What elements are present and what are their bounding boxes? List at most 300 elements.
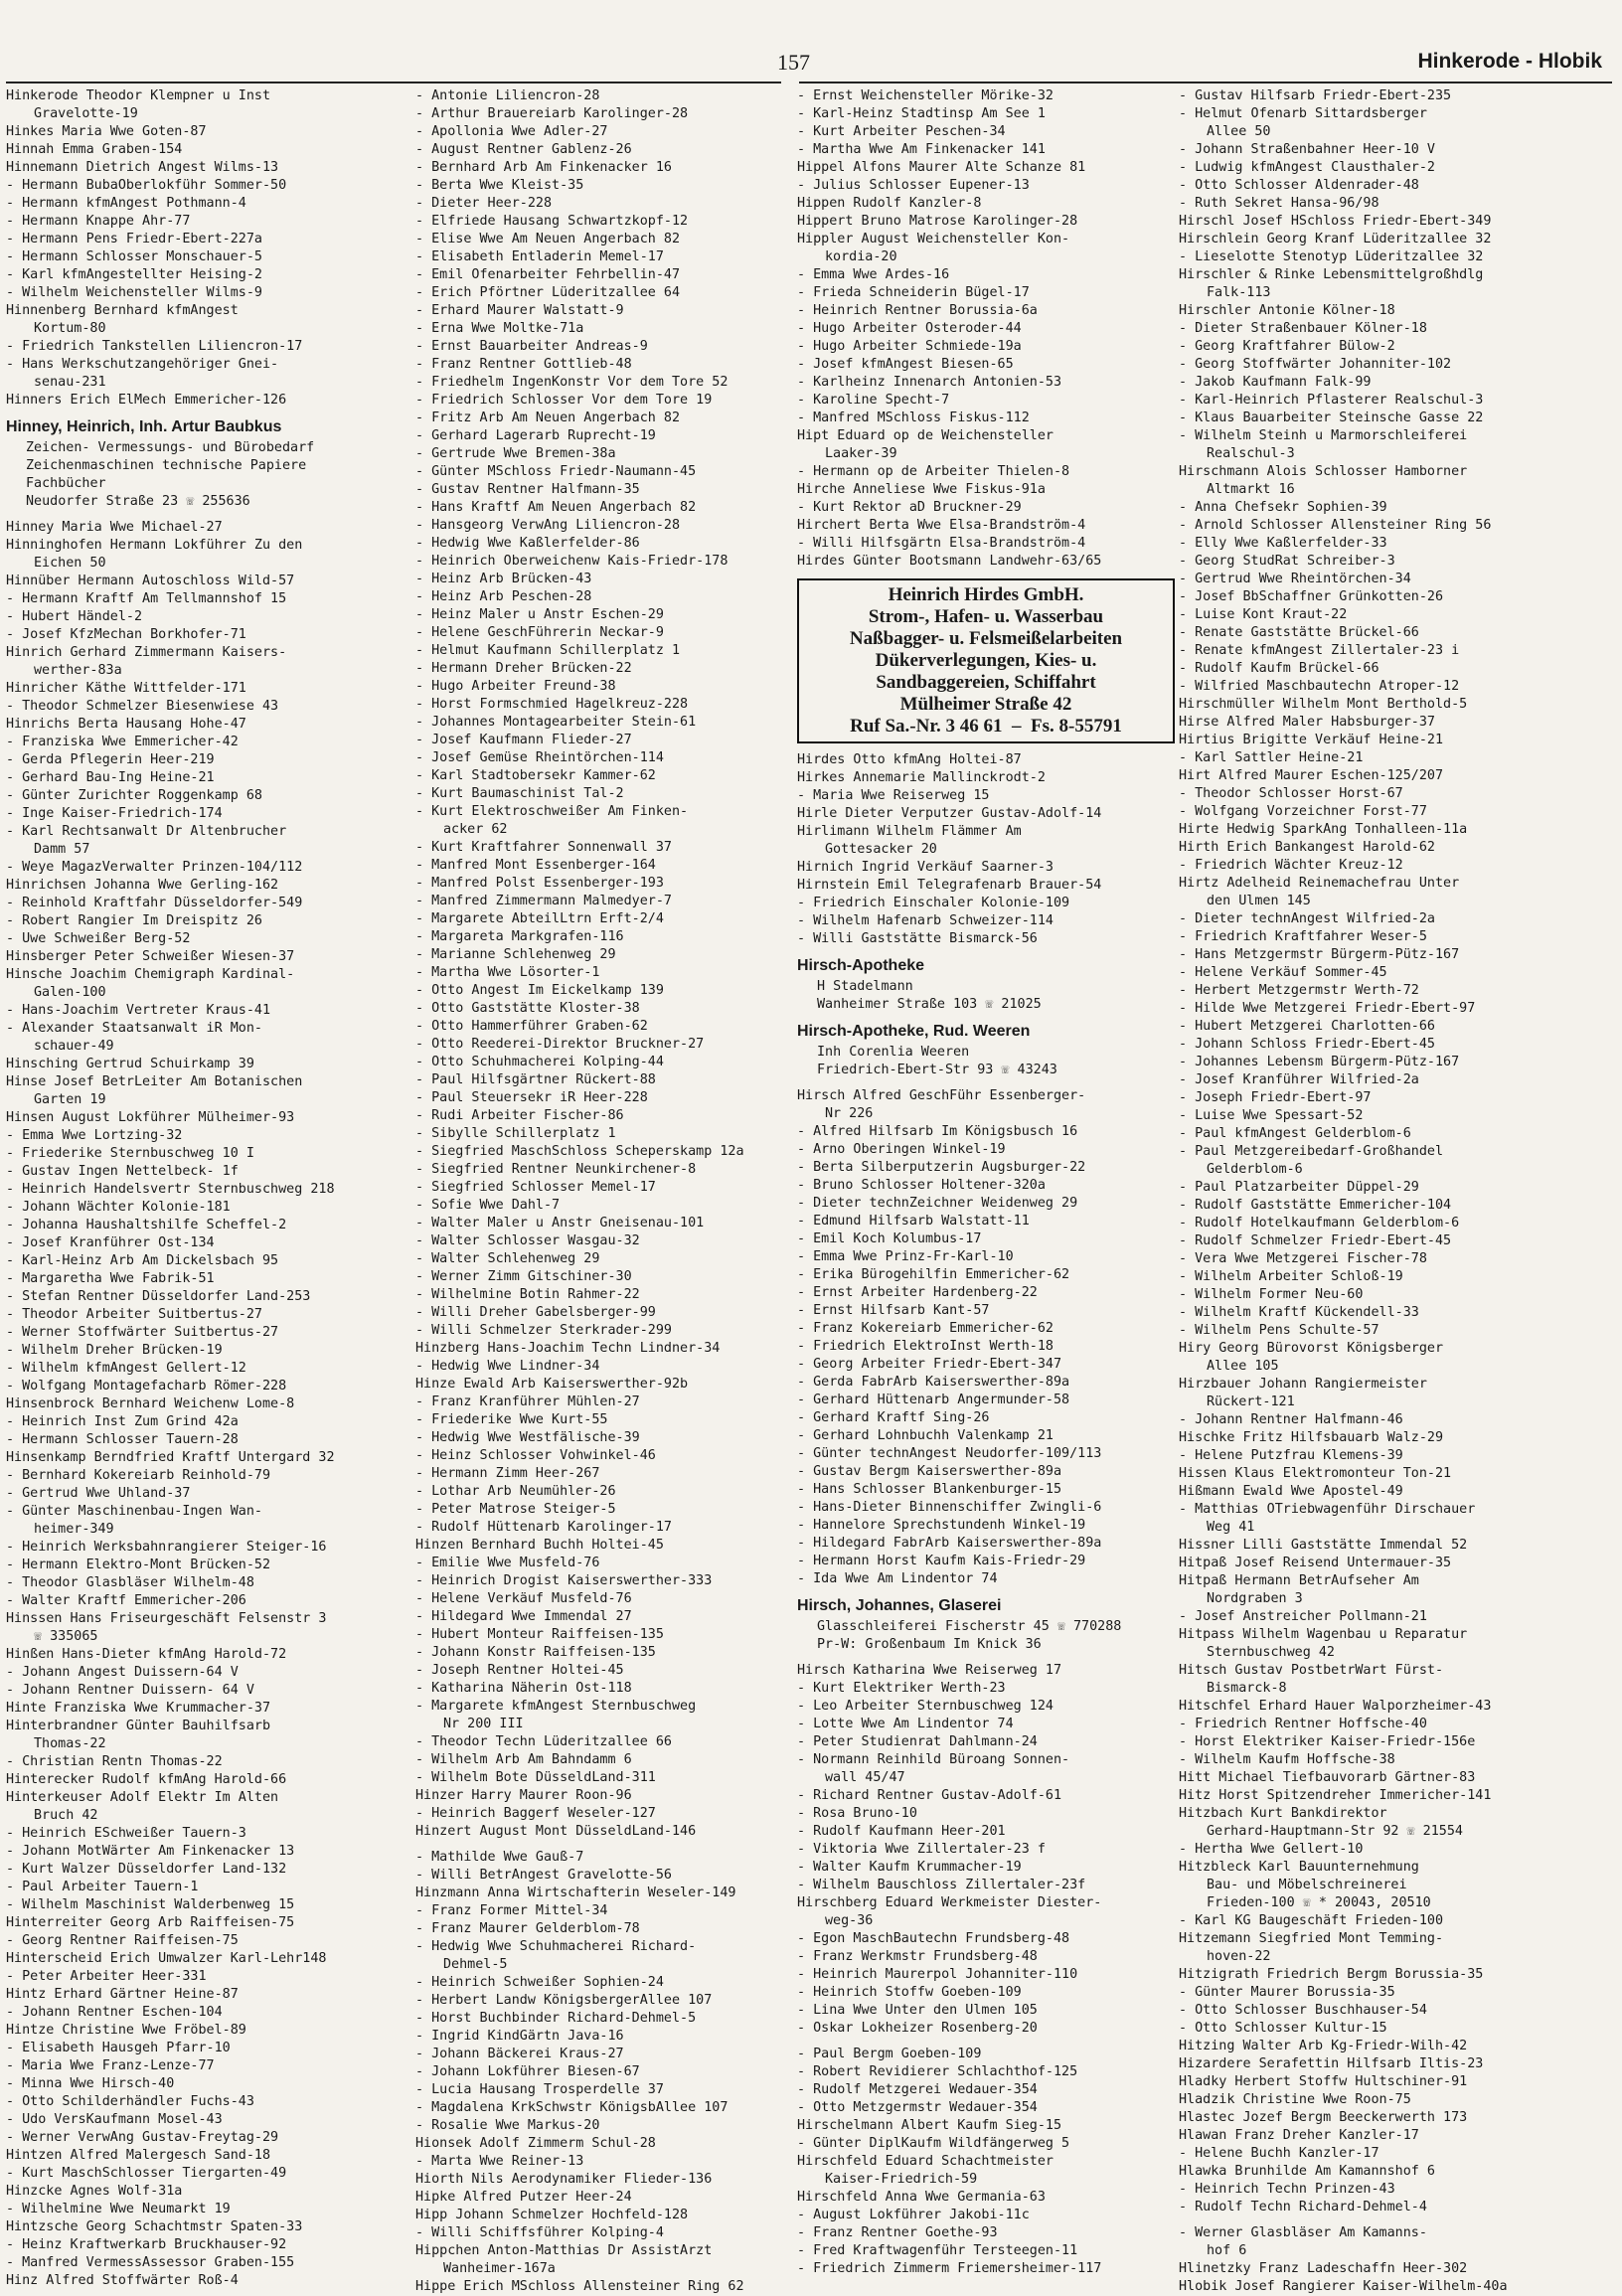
directory-entry: - Arno Oberingen Winkel-19 — [797, 1142, 1006, 1157]
directory-entry: - Marianne Schlehenweg 29 — [415, 947, 616, 962]
directory-entry: - Lothar Arb Neumühler-26 — [415, 1484, 616, 1499]
directory-entry: - Peter Matrose Steiger-5 — [415, 1502, 616, 1517]
directory-entry: Hinzberg Hans-Joachim Techn Lindner-34 — [415, 1341, 721, 1356]
directory-entry: - Hedwig Wwe Lindner-34 — [415, 1359, 600, 1374]
directory-entry: Hladzik Christine Wwe Roon-75 — [1179, 2092, 1411, 2107]
directory-entry: hof 6 — [1207, 2243, 1247, 2258]
directory-entry: Hirtius Brigitte Verkäuf Heine-21 — [1179, 733, 1444, 747]
directory-entry: - Ernst Weichensteller Mörike-32 — [797, 88, 1054, 103]
directory-entry: Gelderblom-6 — [1207, 1162, 1303, 1177]
directory-entry: - Gerda FabrArb Kaiserswerther-89a — [797, 1375, 1070, 1390]
business-heading: Hinney, Heinrich, Inh. Artur Baubkus — [6, 418, 282, 435]
directory-entry: Hinsberger Peter Schweißer Wiesen-37 — [6, 949, 295, 964]
directory-entry: Hinzen Bernhard Buchh Holtei-45 — [415, 1538, 664, 1553]
directory-entry: - Helmut Ofenarb Sittardsberger — [1179, 106, 1427, 121]
directory-entry: - Lina Wwe Unter den Ulmen 105 — [797, 2003, 1038, 2018]
directory-entry: - Heinrich Techn Prinzen-43 — [1179, 2182, 1395, 2197]
entry-list — [415, 87, 805, 2296]
directory-entry: Hitz Horst Spitzendreher Immericher-141 — [1179, 1788, 1492, 1803]
directory-entry: - Friedrich Schlosser Vor dem Tore 19 — [415, 393, 713, 408]
directory-entry: - Paul Platzarbeiter Düppel-29 — [1179, 1180, 1419, 1195]
directory-entry: - Josef KfzMechan Borkhofer-71 — [6, 627, 246, 642]
directory-entry: - Kurt Arbeiter Peschen-34 — [797, 124, 1006, 139]
directory-entry: - Otto Hammerführer Graben-62 — [415, 1019, 648, 1034]
directory-entry: - Apollonia Wwe Adler-27 — [415, 124, 608, 139]
directory-entry: Hizardere Serafettin Hilfsarb Iltis-23 — [1179, 2056, 1484, 2071]
directory-entry: - Herbert Metzgermstr Werth-72 — [1179, 983, 1419, 998]
directory-entry: - Hermann Schlosser Monschauer-5 — [6, 249, 262, 264]
directory-column-2 — [415, 87, 805, 2294]
directory-entry: - Maria Wwe Franz-Lenze-77 — [6, 2058, 215, 2073]
directory-entry: - Johann Schloss Friedr-Ebert-45 — [1179, 1037, 1435, 1052]
directory-entry: Friedrich-Ebert-Str 93 ☏ 43243 — [817, 1063, 1057, 1077]
directory-entry: Wanheimer-167a — [443, 2261, 556, 2276]
directory-entry: Glasschleiferei Fischerstr 45 ☏ 770288 — [817, 1619, 1122, 1634]
directory-entry: Hinsching Gertrud Schuirkamp 39 — [6, 1057, 254, 1071]
header-rule-left — [6, 82, 781, 83]
directory-entry: - Elisabeth Entladerin Memel-17 — [415, 249, 664, 264]
page-number: 157 — [777, 50, 810, 75]
directory-entry: - Margareta Markgrafen-116 — [415, 929, 624, 944]
directory-entry: Hinkerode Theodor Klempner u Inst — [6, 88, 271, 103]
directory-entry: - Karl-Heinrich Pflasterer Realschul-3 — [1179, 393, 1484, 408]
directory-entry: - Horst Elektriker Kaiser-Friedr-156e — [1179, 1734, 1476, 1749]
directory-entry: Hintzsche Georg Schachtmstr Spaten-33 — [6, 2219, 303, 2234]
directory-entry: - Walter Schlehenweg 29 — [415, 1251, 600, 1266]
directory-entry: Zeichen- Vermessungs- und Bürobedarf — [26, 440, 315, 455]
directory-entry: Hippler August Weichensteller Kon- — [797, 232, 1070, 246]
directory-entry: Hinzcke Agnes Wolf-31a — [6, 2184, 183, 2199]
directory-entry: - Inge Kaiser-Friedrich-174 — [6, 806, 223, 821]
directory-entry: schauer-49 — [34, 1039, 114, 1054]
directory-entry: - Otto Schlosser Buschhauser-54 — [1179, 2003, 1427, 2018]
directory-entry: - Oskar Lokheizer Rosenberg-20 — [797, 2021, 1038, 2036]
directory-entry: Hintzen Alfred Malergesch Sand-18 — [6, 2148, 271, 2163]
directory-entry: - Karl-Heinz Arb Am Dickelsbach 95 — [6, 1253, 279, 1268]
directory-entry: - Normann Reinhild Büroang Sonnen- — [797, 1752, 1070, 1767]
directory-entry: - Walter Schlosser Wasgau-32 — [415, 1233, 640, 1248]
directory-entry: - Marta Wwe Reiner-13 — [415, 2154, 584, 2169]
directory-entry: senau-231 — [34, 375, 106, 390]
directory-entry: - Georg StudRat Schreiber-3 — [1179, 554, 1395, 569]
directory-entry: hoven-22 — [1207, 1949, 1271, 1964]
directory-entry: Hinz Alfred Stoffwärter Roß-4 — [6, 2273, 239, 2288]
directory-entry: - Siegfried MaschSchloss Scheperskamp 12a — [415, 1144, 744, 1159]
directory-entry: - Otto Schlosser Kultur-15 — [1179, 2021, 1387, 2036]
directory-entry: - Wilhelm Dreher Brücken-19 — [6, 1343, 223, 1358]
directory-entry: - Johann Wächter Kolonie-181 — [6, 1200, 231, 1215]
directory-entry: Allee 105 — [1207, 1359, 1279, 1374]
directory-entry: Hinsche Joachim Chemigraph Kardinal- — [6, 967, 295, 982]
directory-entry: - Alexander Staatsanwalt iR Mon- — [6, 1021, 262, 1036]
directory-entry: Hirsch Katharina Wwe Reiserweg 17 — [797, 1663, 1062, 1678]
directory-entry: Hitzigrath Friedrich Bergm Borussia-35 — [1179, 1967, 1484, 1982]
directory-entry: Nordgraben 3 — [1207, 1591, 1303, 1606]
directory-entry: Hinterecker Rudolf kfmAng Harold-66 — [6, 1772, 287, 1787]
directory-entry: - Vera Wwe Metzgerei Fischer-78 — [1179, 1251, 1427, 1266]
directory-entry: - Stefan Rentner Düsseldorfer Land-253 — [6, 1289, 311, 1304]
directory-entry: - Rosalie Wwe Markus-20 — [415, 2118, 600, 2133]
directory-entry: - Gustav Rentner Halfmann-35 — [415, 482, 640, 497]
directory-entry: - Hermann Pens Friedr-Ebert-227a — [6, 232, 262, 246]
directory-entry: - Hedwig Wwe Kaßlerfelder-86 — [415, 536, 640, 551]
directory-entry: Hirschelmann Albert Kaufm Sieg-15 — [797, 2118, 1062, 2133]
directory-entry: Hinzert August Mont DüsseldLand-146 — [415, 1824, 697, 1839]
directory-entry: - Ruth Sekret Hansa-96/98 — [1179, 196, 1379, 211]
directory-entry: - Emilie Wwe Musfeld-76 — [415, 1556, 600, 1570]
directory-entry: - Johann Rentner Halfmann-46 — [1179, 1412, 1403, 1427]
directory-entry: Zeichenmaschinen technische Papiere — [26, 458, 307, 473]
directory-entry: - Theodor Schmelzer Biesenwiese 43 — [6, 699, 279, 714]
directory-entry: - Erhard Maurer Walstatt-9 — [415, 303, 624, 318]
directory-entry: - Hans Metzgermstr Bürgerm-Pütz-167 — [1179, 947, 1460, 962]
directory-entry: - Hans Werkschutzangehöriger Gnei- — [6, 357, 279, 372]
directory-entry: - Helene Putzfrau Klemens-39 — [1179, 1448, 1403, 1463]
directory-entry: Hirle Dieter Verputzer Gustav-Adolf-14 — [797, 806, 1102, 821]
directory-entry: - Luise Kont Kraut-22 — [1179, 607, 1348, 622]
directory-entry: - Hugo Arbeiter Freund-38 — [415, 679, 616, 694]
directory-entry: - Manfred Mont Essenberger-164 — [415, 858, 656, 873]
directory-entry: - Walter Kraftf Emmericher-206 — [6, 1593, 246, 1608]
directory-entry: - Bernhard Arb Am Finkenacker 16 — [415, 160, 672, 175]
directory-entry: Frieden-100 ☏ * 20043, 20510 — [1207, 1895, 1431, 1910]
directory-entry: - Johanna Haushaltshilfe Scheffel-2 — [6, 1218, 287, 1232]
directory-entry: Hinrichs Berta Hausang Hohe-47 — [6, 717, 246, 732]
directory-entry: - Gerhard Lagerarb Ruprecht-19 — [415, 428, 656, 443]
spacer — [797, 2038, 1187, 2046]
directory-entry: - Hermann BubaOberlokführ Sommer-50 — [6, 178, 287, 193]
directory-entry: acker 62 — [443, 822, 508, 837]
directory-entry: Hippert Bruno Matrose Karolinger-28 — [797, 214, 1078, 229]
directory-entry: - Margarete AbteilLtrn Erft-2/4 — [415, 911, 664, 926]
directory-entry: - Heinrich Handelsvertr Sternbuschweg 218 — [6, 1182, 335, 1197]
directory-entry: - Günter technAngest Neudorfer-109/113 — [797, 1446, 1102, 1461]
directory-entry: Hirsch Alfred GeschFühr Essenberger- — [797, 1088, 1086, 1103]
directory-entry: - Wilfried Maschbautechn Atroper-12 — [1179, 679, 1460, 694]
directory-entry: - Dieter Heer-228 — [415, 196, 553, 211]
directory-entry: - Günter Zurichter Roggenkamp 68 — [6, 788, 262, 803]
directory-entry: Hinrichsen Johanna Wwe Gerling-162 — [6, 878, 279, 893]
directory-entry: - Elfriede Hausang Schwartzkopf-12 — [415, 214, 689, 229]
directory-entry: Hinse Josef BetrLeiter Am Botanischen — [6, 1074, 303, 1089]
directory-entry: - Udo VersKaufmann Mosel-43 — [6, 2112, 223, 2127]
directory-entry: - Martha Wwe Am Finkenacker 141 — [797, 142, 1046, 157]
directory-entry: - Bruno Schlosser Holtener-320a — [797, 1178, 1046, 1193]
directory-entry: - Georg Stoffwärter Johanniter-102 — [1179, 357, 1452, 372]
directory-entry: - Hans-Dieter Binnenschiffer Zwingli-6 — [797, 1500, 1102, 1515]
directory-entry: - Dieter Straßenbauer Kölner-18 — [1179, 321, 1427, 336]
directory-entry: - Heinrich Inst Zum Grind 42a — [6, 1414, 239, 1429]
directory-entry: Hirche Anneliese Wwe Fiskus-91a — [797, 482, 1046, 497]
directory-entry: - Johann Rentner Duissern- 64 V — [6, 1683, 254, 1698]
directory-entry: Sternbuschweg 42 — [1207, 1645, 1335, 1660]
directory-entry: Hipp Johann Schmelzer Hochfeld-128 — [415, 2208, 689, 2222]
directory-entry: Hinzer Harry Maurer Roon-96 — [415, 1788, 632, 1803]
directory-entry: ☏ 335065 — [34, 1629, 98, 1644]
directory-entry: - Werner VerwAng Gustav-Freytag-29 — [6, 2130, 279, 2145]
directory-entry: - Elly Wwe Kaßlerfelder-33 — [1179, 536, 1387, 551]
directory-entry: - Kurt Elektroschweißer Am Finken- — [415, 804, 689, 819]
directory-entry: Nr 226 — [825, 1106, 874, 1121]
directory-entry: - Arnold Schlosser Allensteiner Ring 56 — [1179, 518, 1492, 533]
directory-entry: - Paul Metzgereibedarf-Großhandel — [1179, 1144, 1444, 1159]
directory-entry: - Theodor Glasbläser Wilhelm-48 — [6, 1575, 254, 1590]
directory-entry: - Magdalena KrkSchwstr KönigsbAllee 107 — [415, 2100, 729, 2115]
directory-entry: Hinsen August Lokführer Mülheimer-93 — [6, 1110, 295, 1125]
directory-entry: - August Rentner Gablenz-26 — [415, 142, 632, 157]
directory-entry: Hischke Fritz Hilfsbauarb Walz-29 — [1179, 1430, 1444, 1445]
spacer — [797, 1079, 1187, 1087]
directory-entry: - Josef Kranführer Wilfried-2a — [1179, 1072, 1419, 1087]
directory-entry: Hissen Klaus Elektromonteur Ton-21 — [1179, 1466, 1452, 1481]
directory-entry: - Hermann Knappe Ahr-77 — [6, 214, 191, 229]
directory-entry: - Manfred Polst Essenberger-193 — [415, 876, 664, 891]
directory-entry: - Emma Wwe Prinz-Fr-Karl-10 — [797, 1249, 1014, 1264]
directory-entry: - Hans Kraftf Am Neuen Angerbach 82 — [415, 500, 697, 515]
directory-entry: - Siegfried Rentner Neunkirchener-8 — [415, 1162, 697, 1177]
directory-entry: - Johannes Lebensm Bürgerm-Pütz-167 — [1179, 1055, 1460, 1069]
business-heading: Hirsch-Apotheke — [797, 957, 925, 974]
directory-entry: - Horst Buchbinder Richard-Dehmel-5 — [415, 2011, 697, 2026]
directory-entry: - Wilhelm Maschinist Walderbenweg 15 — [6, 1897, 295, 1912]
directory-entry: - Richard Rentner Gustav-Adolf-61 — [797, 1788, 1062, 1803]
directory-entry: Hiorth Nils Aerodynamiker Flieder-136 — [415, 2172, 713, 2187]
directory-column-1 — [6, 87, 396, 2288]
directory-entry: Wanheimer Straße 103 ☏ 21025 — [817, 997, 1042, 1012]
directory-entry: - Willi BetrAngest Gravelotte-56 — [415, 1868, 672, 1883]
directory-entry: Hinnah Emma Graben-154 — [6, 142, 183, 157]
directory-entry: - Horst Formschmied Hagelkreuz-228 — [415, 697, 689, 712]
directory-entry: - Renate Gaststätte Brückel-66 — [1179, 625, 1419, 640]
directory-entry: - Johann Lokführer Biesen-67 — [415, 2064, 640, 2079]
directory-entry: - Hugo Arbeiter Schmiede-19a — [797, 339, 1022, 354]
directory-entry: - Hugo Arbeiter Osteroder-44 — [797, 321, 1022, 336]
entry-list — [6, 87, 396, 2290]
directory-entry: - Dieter technZeichner Weidenweg 29 — [797, 1196, 1078, 1211]
directory-entry: - Rudolf Schmelzer Friedr-Ebert-45 — [1179, 1233, 1452, 1248]
business-heading: Hirsch, Johannes, Glaserei — [797, 1597, 1002, 1614]
directory-entry: Kaiser-Friedrich-59 — [825, 2172, 978, 2187]
directory-entry: - Walter Maler u Anstr Gneisenau-101 — [415, 1216, 705, 1230]
directory-entry: - Christian Rentn Thomas-22 — [6, 1754, 223, 1769]
directory-entry: - Willi Schmelzer Sterkrader-299 — [415, 1323, 672, 1338]
directory-entry: - Heinrich ESchweißer Tauern-3 — [6, 1826, 246, 1841]
directory-entry: Gerhard-Hauptmann-Str 92 ☏ 21554 — [1207, 1824, 1463, 1839]
directory-entry: - Hermann Kraftf Am Tellmannshof 15 — [6, 591, 287, 606]
directory-entry: - Elise Wwe Am Neuen Angerbach 82 — [415, 232, 681, 246]
directory-entry: - Friederike Wwe Kurt-55 — [415, 1412, 608, 1427]
directory-entry: Hinze Ewald Arb Kaiserswerther-92b — [415, 1377, 689, 1392]
directory-entry: Hladky Herbert Stoffw Hultschiner-91 — [1179, 2074, 1468, 2089]
directory-entry: - Wilhelm Steinh u Marmorschleiferei — [1179, 428, 1468, 443]
directory-entry: - Hans-Joachim Vertreter Kraus-41 — [6, 1003, 271, 1018]
directory-entry: - Margarete kfmAngest Sternbuschweg — [415, 1699, 697, 1714]
directory-entry: - Klaus Bauarbeiter Steinsche Gasse 22 — [1179, 410, 1484, 425]
directory-entry: - Heinz Schlosser Vohwinkel-46 — [415, 1448, 656, 1463]
directory-entry: - Heinz Kraftwerkarb Bruckhauser-92 — [6, 2237, 287, 2252]
directory-entry: - Heinrich Schweißer Sophien-24 — [415, 1975, 664, 1990]
directory-entry: - Heinrich Rentner Borussia-6a — [797, 303, 1038, 318]
directory-entry: Hirkes Annemarie Mallinckrodt-2 — [797, 770, 1046, 785]
directory-entry: - Theodor Techn Lüderitzallee 66 — [415, 1734, 672, 1749]
directory-entry: - Peter Arbeiter Heer-331 — [6, 1969, 207, 1984]
directory-entry: - Emil Ofenarbeiter Fehrbellin-47 — [415, 267, 681, 282]
directory-entry: - Martha Wwe Lösorter-1 — [415, 965, 600, 980]
directory-entry: - Heinz Arb Peschen-28 — [415, 589, 592, 604]
directory-entry: - Franz Rentner Gottlieb-48 — [415, 357, 632, 372]
directory-entry: - Joseph Rentner Holtei-45 — [415, 1663, 624, 1678]
directory-entry: - Hedwig Wwe Schuhmacherei Richard- — [415, 1939, 697, 1954]
directory-entry: - Fritz Arb Am Neuen Angerbach 82 — [415, 410, 681, 425]
directory-entry: Bismarck-8 — [1207, 1681, 1287, 1696]
directory-entry: - Ernst Arbeiter Hardenberg-22 — [797, 1285, 1038, 1300]
directory-entry: - Friedrich Zimmerm Friemersheimer-117 — [797, 2261, 1102, 2276]
directory-entry: Rückert-121 — [1207, 1394, 1295, 1409]
directory-entry: - Hermann Horst Kaufm Kais-Friedr-29 — [797, 1554, 1086, 1568]
directory-entry: Hirse Alfred Maler Habsburger-37 — [1179, 715, 1435, 730]
ad-line: Mülheimer Straße 42 — [899, 694, 1072, 715]
directory-entry: - Rudolf Techn Richard-Dehmel-4 — [1179, 2200, 1427, 2214]
directory-entry: - Hubert Monteur Raiffeisen-135 — [415, 1627, 664, 1642]
directory-column-3 — [797, 87, 1187, 2274]
directory-entry: Altmarkt 16 — [1207, 482, 1295, 497]
ad-line: Sandbaggereien, Schiffahrt — [876, 672, 1096, 693]
directory-entry: - Karl KG Baugeschäft Frieden-100 — [1179, 1913, 1444, 1928]
directory-entry: Hirschlein Georg Kranf Lüderitzallee 32 — [1179, 232, 1492, 246]
directory-entry: Realschul-3 — [1207, 446, 1295, 461]
directory-entry: - Wilhelm Bauschloss Zillertaler-23f — [797, 1878, 1086, 1892]
directory-entry: Hlobik Josef Rangierer Kaiser-Wilhelm-40a — [1179, 2279, 1508, 2294]
directory-entry: - Herbert Landw KönigsbergerAllee 107 — [415, 1993, 713, 2008]
directory-entry: - Gustav Hilfsarb Friedr-Ebert-235 — [1179, 88, 1452, 103]
directory-entry: Hirtz Adelheid Reinemachefrau Unter — [1179, 876, 1460, 891]
directory-entry: Falk-113 — [1207, 285, 1271, 300]
directory-entry: - Sofie Wwe Dahl-7 — [415, 1198, 561, 1213]
directory-entry: Hirschmüller Wilhelm Mont Berthold-5 — [1179, 697, 1468, 712]
directory-entry: - Joseph Friedr-Ebert-97 — [1179, 1090, 1372, 1105]
directory-entry: Bruch 42 — [34, 1808, 98, 1823]
directory-entry: Hinterscheid Erich Umwalzer Karl-Lehr148 — [6, 1951, 327, 1966]
directory-entry: Hitt Michael Tiefbauvorarb Gärtner-83 — [1179, 1770, 1476, 1785]
directory-entry: - Hubert Metzgerei Charlotten-66 — [1179, 1019, 1435, 1034]
directory-entry: - Friedrich ElektroInst Werth-18 — [797, 1339, 1054, 1354]
directory-entry: - Helene GeschFührerin Neckar-9 — [415, 625, 664, 640]
directory-entry: - Mathilde Wwe Gauß-7 — [415, 1850, 584, 1865]
directory-entry: - Renate kfmAngest Zillertaler-23 i — [1179, 643, 1460, 658]
directory-entry: - Hildegard FabrArb Kaiserswerther-89a — [797, 1536, 1102, 1551]
directory-entry: - Hermann Schlosser Tauern-28 — [6, 1432, 239, 1447]
directory-entry: - Weye MagazVerwalter Prinzen-104/112 — [6, 860, 303, 875]
directory-entry: heimer-349 — [34, 1522, 114, 1537]
directory-entry: - Franz Rentner Goethe-93 — [797, 2225, 998, 2240]
directory-entry: - Paul Hilfsgärtner Rückert-88 — [415, 1072, 656, 1087]
directory-entry: Hinney Maria Wwe Michael-27 — [6, 520, 223, 535]
directory-entry: - Günter Maurer Borussia-35 — [1179, 1985, 1395, 2000]
directory-entry: Hinssen Hans Friseurgeschäft Felsenstr 3 — [6, 1611, 327, 1626]
directory-entry: - Paul Arbeiter Tauern-1 — [6, 1880, 199, 1894]
directory-entry: - Siegfried Schlosser Memel-17 — [415, 1180, 656, 1195]
directory-entry: - Kurt Baumaschinist Tal-2 — [415, 786, 624, 801]
directory-entry: - Lieselotte Stenotyp Lüderitzallee 32 — [1179, 249, 1484, 264]
directory-entry: wall 45/47 — [825, 1770, 905, 1785]
directory-entry: - Walter Kaufm Krummacher-19 — [797, 1860, 1022, 1875]
directory-entry: Hinricher Käthe Wittfelder-171 — [6, 681, 246, 696]
directory-entry: Hinterbrandner Günter Bauhilfsarb — [6, 1719, 271, 1733]
directory-entry: - Egon MaschBautechn Frundsberg-48 — [797, 1931, 1070, 1946]
directory-entry: - Hermann Dreher Brücken-22 — [415, 661, 632, 676]
directory-entry: - Hermann Zimm Heer-267 — [415, 1466, 600, 1481]
directory-entry: - Johann Rentner Eschen-104 — [6, 2005, 223, 2020]
directory-entry: - Wolfgang Vorzeichner Forst-77 — [1179, 804, 1427, 819]
directory-entry: - Werner Glasbläser Am Kamanns- — [1179, 2225, 1427, 2240]
directory-entry: - Gertrud Wwe Rheintörchen-34 — [1179, 572, 1411, 586]
directory-entry: Hinterreiter Georg Arb Raiffeisen-75 — [6, 1915, 295, 1930]
spacer — [1179, 2216, 1568, 2224]
directory-entry: - Kurt MaschSchlosser Tiergarten-49 — [6, 2166, 287, 2181]
directory-entry: - Reinhold Kraftfahr Düsseldorfer-549 — [6, 896, 303, 910]
directory-entry: Damm 57 — [34, 842, 90, 857]
directory-entry: Hinkes Maria Wwe Goten-87 — [6, 124, 207, 139]
directory-entry: - Wilhelmine Wwe Neumarkt 19 — [6, 2202, 231, 2216]
directory-entry: - Wilhelm kfmAngest Gellert-12 — [6, 1361, 246, 1376]
directory-entry: - Gertrude Wwe Bremen-38a — [415, 446, 616, 461]
ad-line: Dükerverlegungen, Kies- u. — [875, 650, 1097, 671]
directory-entry: - Franz Maurer Gelderblom-78 — [415, 1921, 640, 1936]
directory-entry: Hitpass Wilhelm Wagenbau u Reparatur — [1179, 1627, 1468, 1642]
directory-entry: - Johann Konstr Raiffeisen-135 — [415, 1645, 656, 1660]
directory-entry: - Wilhelm Weichensteller Wilms-9 — [6, 285, 262, 300]
directory-entry: Gravelotte-19 — [34, 106, 138, 121]
directory-entry: - Helene Verkäuf Musfeld-76 — [415, 1591, 632, 1606]
directory-entry: - Gertrud Wwe Uhland-37 — [6, 1486, 191, 1501]
directory-entry: Dehmel-5 — [443, 1957, 508, 1972]
directory-entry: Hirte Hedwig SparkAng Tonhalleen-11a — [1179, 822, 1468, 837]
directory-entry: - Julius Schlosser Eupener-13 — [797, 178, 1030, 193]
directory-entry: - Wilhelm Bote DüsseldLand-311 — [415, 1770, 656, 1785]
directory-entry: - Emil Koch Kolumbus-17 — [797, 1231, 982, 1246]
directory-entry: - Manfred VermessAssessor Graben-155 — [6, 2255, 295, 2270]
directory-entry: - Erna Wwe Moltke-71a — [415, 321, 584, 336]
directory-entry: Hipke Alfred Putzer Heer-24 — [415, 2190, 632, 2205]
directory-entry: - Theodor Arbeiter Suitbertus-27 — [6, 1307, 262, 1322]
directory-entry: Hlastec Jozef Bergm Beeckerwerth 173 — [1179, 2110, 1468, 2125]
directory-entry: Hitzbleck Karl Bauunternehmung — [1179, 1860, 1419, 1875]
directory-entry: Hippen Rudolf Kanzler-8 — [797, 196, 982, 211]
directory-entry: - Wilhelm Kraftf Kückendell-33 — [1179, 1305, 1419, 1320]
directory-entry: Hinterkeuser Adolf Elektr Im Alten — [6, 1790, 279, 1805]
directory-entry: - Wilhelm Former Neu-60 — [1179, 1287, 1364, 1302]
spacer — [797, 1654, 1187, 1662]
directory-entry: - Willi Gaststätte Bismarck-56 — [797, 931, 1038, 946]
directory-entry: - Karlheinz Innenarch Antonien-53 — [797, 375, 1062, 390]
directory-entry: - Heinrich Baggerf Weseler-127 — [415, 1806, 656, 1821]
directory-entry: - Otto Schlosser Aldenrader-48 — [1179, 178, 1419, 193]
directory-entry: - Franz Werkmstr Frundsberg-48 — [797, 1949, 1038, 1964]
entry-list — [1179, 87, 1568, 2296]
directory-entry: - Rudi Arbeiter Fischer-86 — [415, 1108, 624, 1123]
directory-entry: - Josef BbSchaffner Grünkotten-26 — [1179, 589, 1444, 604]
directory-entry: weg-36 — [825, 1913, 874, 1928]
directory-entry: - Rudolf Gaststätte Emmericher-104 — [1179, 1198, 1452, 1213]
directory-entry: - Robert Rangier Im Dreispitz 26 — [6, 913, 262, 928]
directory-entry: Hirschfeld Eduard Schachtmeister — [797, 2154, 1054, 2169]
directory-entry: - Franz Kranführer Mühlen-27 — [415, 1394, 640, 1409]
directory-entry: Hiry Georg Bürovorst Königsberger — [1179, 1341, 1444, 1356]
ad-line: Naßbagger- u. Felsmeißelarbeiten — [849, 628, 1123, 649]
directory-entry: - Heinrich Werksbahnrangierer Steiger-16 — [6, 1540, 327, 1555]
directory-entry: - Helene Verkäuf Sommer-45 — [1179, 965, 1387, 980]
directory-entry: - Franz Former Mittel-34 — [415, 1903, 608, 1918]
